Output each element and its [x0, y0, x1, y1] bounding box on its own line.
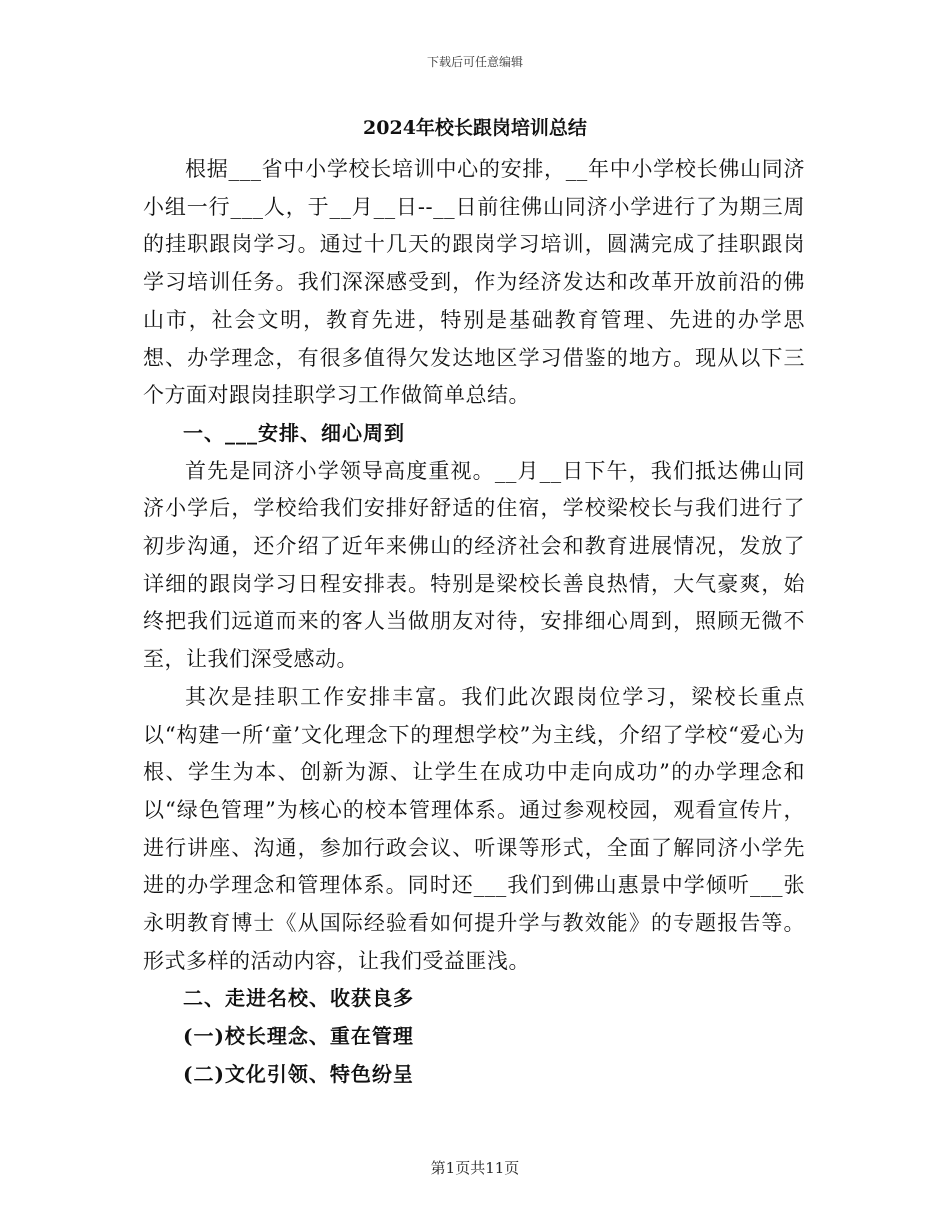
document-title: 2024年校长跟岗培训总结 — [363, 117, 587, 139]
page-header-note: 下载后可任意编辑 — [426, 55, 523, 69]
subsection-heading-1: (一)校长理念、重在管理 — [183, 1024, 414, 1049]
page-number: 第1页共11页 — [430, 1159, 520, 1177]
intro-paragraph: 根据___省中小学校长培训中心的安排，__年中小学校长佛山同济小组一行___人，于__月__日--__日前往佛山同济小学进行了为期三周的挂职跟岗学习。通过十几天的跟岗学习培训，圆满完成了挂职跟岗学习培训任务。我们深深感受到，作为经济发达和改革开放前沿的佛山市，社会文明，教育先进，特别是基础教育管理、先进的办学思想、办学理念，有很多值得欠发达地区学习借鉴的地方。现从以下三个方面对跟岗挂职学习工作做简单总结。 — [143, 157, 805, 408]
document-body — [143, 151, 805, 1094]
subsection-heading-2: (二)文化引领、特色纷呈 — [183, 1061, 414, 1086]
section-heading-2: 二、走进名校、收获良多 — [183, 986, 414, 1011]
body-paragraph: 首先是同济小学领导高度重视。__月__日下午，我们抵达佛山同济小学后，学校给我们安排好舒适的住宿，学校梁校长与我们进行了初步沟通，还介绍了近年来佛山的经济社会和教育进展情况，发放了详细的跟岗学习日程安排表。特别是梁校长善良热情，大气豪爽，始终把我们远道而来的客人当做朋友对待，安排细心周到，照顾无微不至，让我们深受感动。 — [143, 458, 805, 672]
body-paragraph: 其次是挂职工作安排丰富。我们此次跟岗位学习，梁校长重点以“构建一所‘童’文化理念下的理想学校”为主线，介绍了学校“爱心为根、学生为本、创新为源、让学生在成功中走向成功”的办学理念和以“绿色管理”为核心的校本管理体系。通过参观校园，观看宣传片，进行讲座、沟通，参加行政会议、听课等形式，全面了解同济小学先进的办学理念和管理体系。同时还___我们到佛山惠景中学倾听___张永明教育博士《从国际经验看如何提升学与教效能》的专题报告等。形式多样的活动内容，让我们受益匪浅。 — [143, 684, 805, 973]
section-heading-1: 一、___安排、细心周到 — [183, 420, 405, 445]
